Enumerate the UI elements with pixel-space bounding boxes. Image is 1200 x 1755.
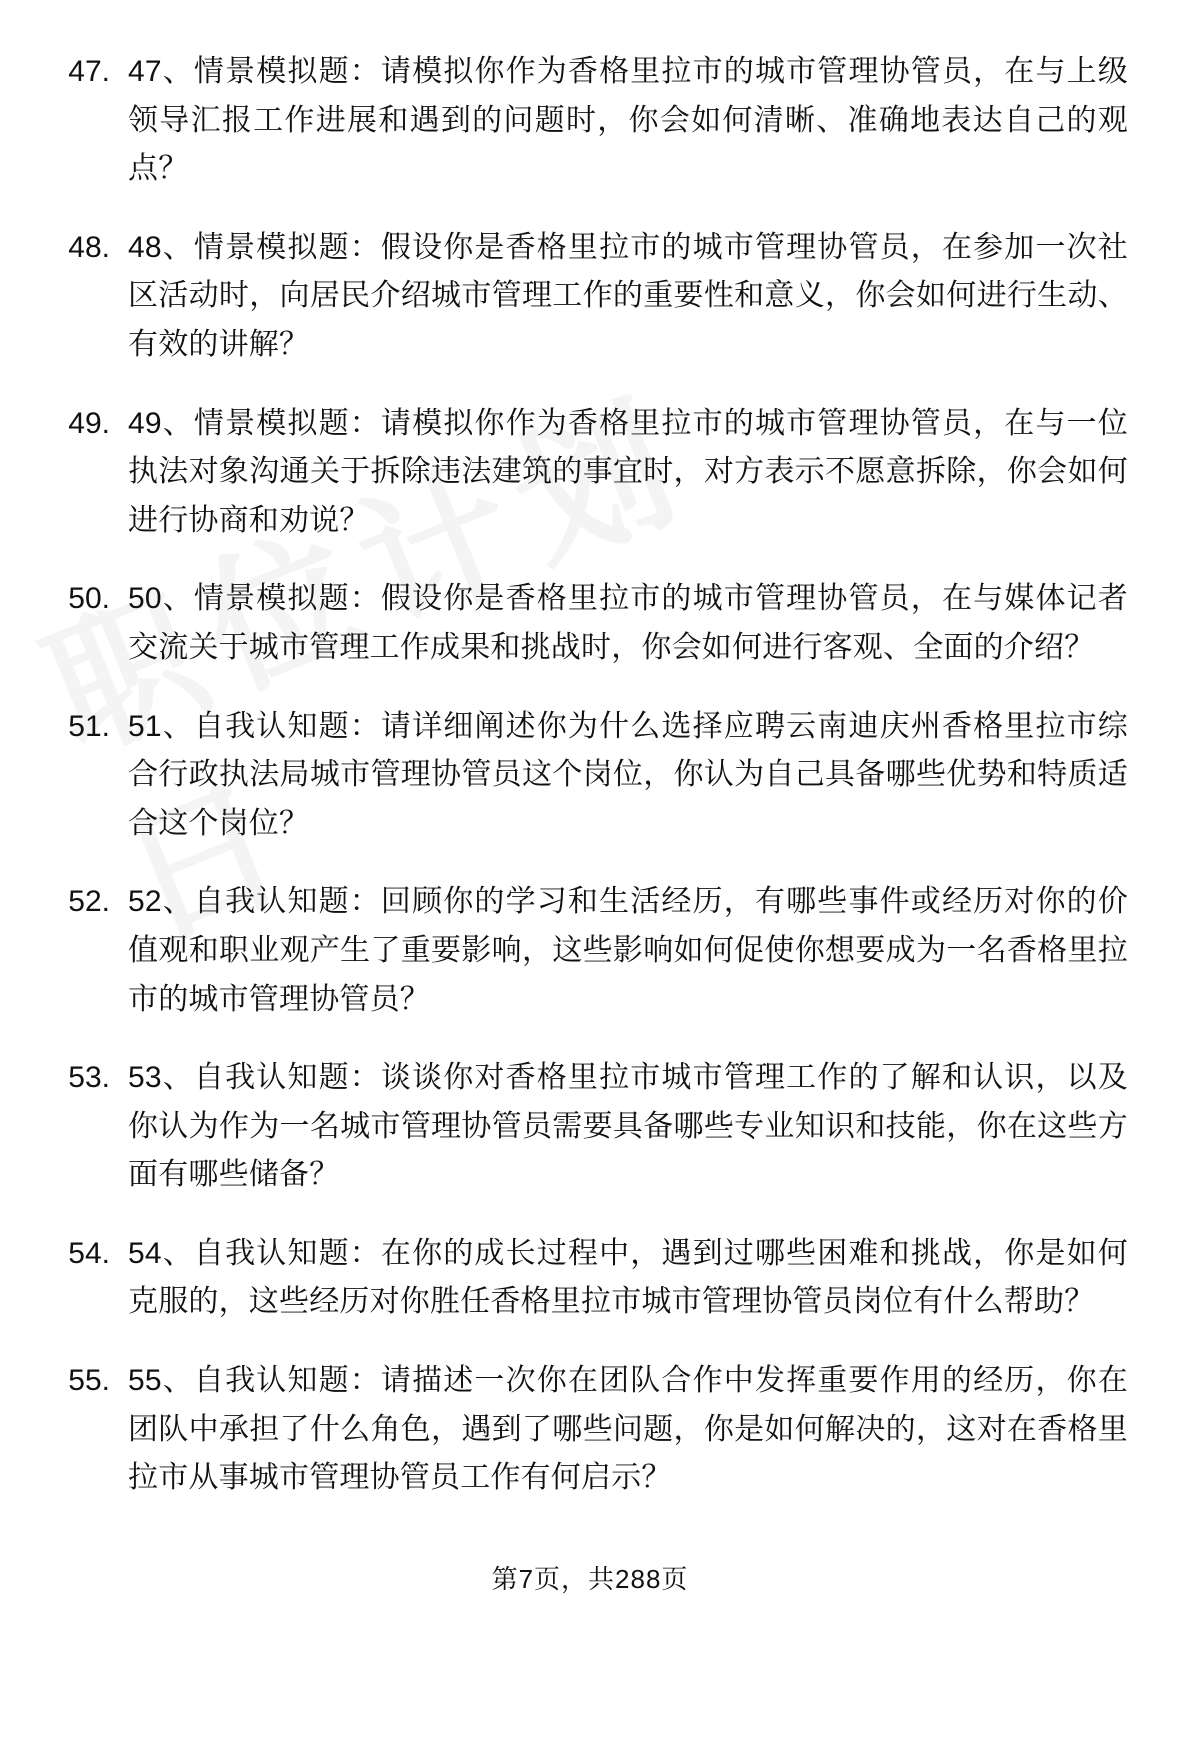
list-item	[52, 1230, 1128, 1327]
item-number: 52.	[68, 885, 110, 919]
list-item	[52, 48, 1128, 194]
item-number: 50.	[68, 582, 110, 616]
item-number: 54.	[68, 1236, 110, 1270]
item-number: 49.	[68, 406, 110, 440]
item-text: 52、自我认知题：回顾你的学习和生活经历，有哪些事件或经历对你的价值观和职业观产生了重要影响，这些影响如何促使你想要成为一名香格里拉市的城市管理协管员？	[128, 885, 1128, 1016]
item-text: 49、情景模拟题：请模拟你作为香格里拉市的城市管理协管员，在与一位执法对象沟通关于拆除违法建筑的事宜时，对方表示不愿意拆除，你会如何进行协商和劝说？	[128, 406, 1128, 537]
document-body	[52, 48, 1128, 1503]
item-number: 48.	[68, 230, 110, 264]
item-number: 47.	[68, 55, 110, 88]
question-list	[52, 48, 1128, 1503]
list-item	[52, 1357, 1128, 1503]
item-text: 47、情景模拟题：请模拟你作为香格里拉市的城市管理协管员，在与上级领导汇报工作进展和遇到的问题时，你会如何清晰、准确地表达自己的观点？	[128, 55, 1128, 186]
item-number: 51.	[68, 709, 110, 743]
item-text: 54、自我认知题：在你的成长过程中，遇到过哪些困难和挑战，你是如何克服的，这些经历对你胜任香格里拉市城市管理协管员岗位有什么帮助？	[128, 1236, 1128, 1319]
item-number: 53.	[68, 1061, 110, 1095]
page-footer: 第7页，共288页	[491, 1563, 689, 1594]
item-text: 48、情景模拟题：假设你是香格里拉市的城市管理协管员，在参加一次社区活动时，向居民介绍城市管理工作的重要性和意义，你会如何进行生动、有效的讲解？	[128, 230, 1128, 361]
list-item	[52, 575, 1128, 672]
list-item	[52, 400, 1128, 546]
item-number: 55.	[68, 1364, 110, 1398]
list-item	[52, 1054, 1128, 1200]
list-item	[52, 703, 1128, 849]
list-item	[52, 878, 1128, 1024]
list-item	[52, 224, 1128, 370]
item-text: 55、自我认知题：请描述一次你在团队合作中发挥重要作用的经历，你在团队中承担了什么角色，遇到了哪些问题，你是如何解决的，这对在香格里拉市从事城市管理协管员工作有何启示？	[128, 1364, 1128, 1495]
item-text: 50、情景模拟题：假设你是香格里拉市的城市管理协管员，在与媒体记者交流关于城市管理工作成果和挑战时，你会如何进行客观、全面的介绍？	[128, 582, 1128, 664]
item-text: 51、自我认知题：请详细阐述你为什么选择应聘云南迪庆州香格里拉市综合行政执法局城市管理协管员这个岗位，你认为自己具备哪些优势和特质适合这个岗位？	[128, 709, 1128, 840]
item-text: 53、自我认知题：谈谈你对香格里拉市城市管理工作的了解和认识，以及你认为作为一名城市管理协管员需要具备哪些专业知识和技能，你在这些方面有哪些储备？	[128, 1061, 1128, 1192]
